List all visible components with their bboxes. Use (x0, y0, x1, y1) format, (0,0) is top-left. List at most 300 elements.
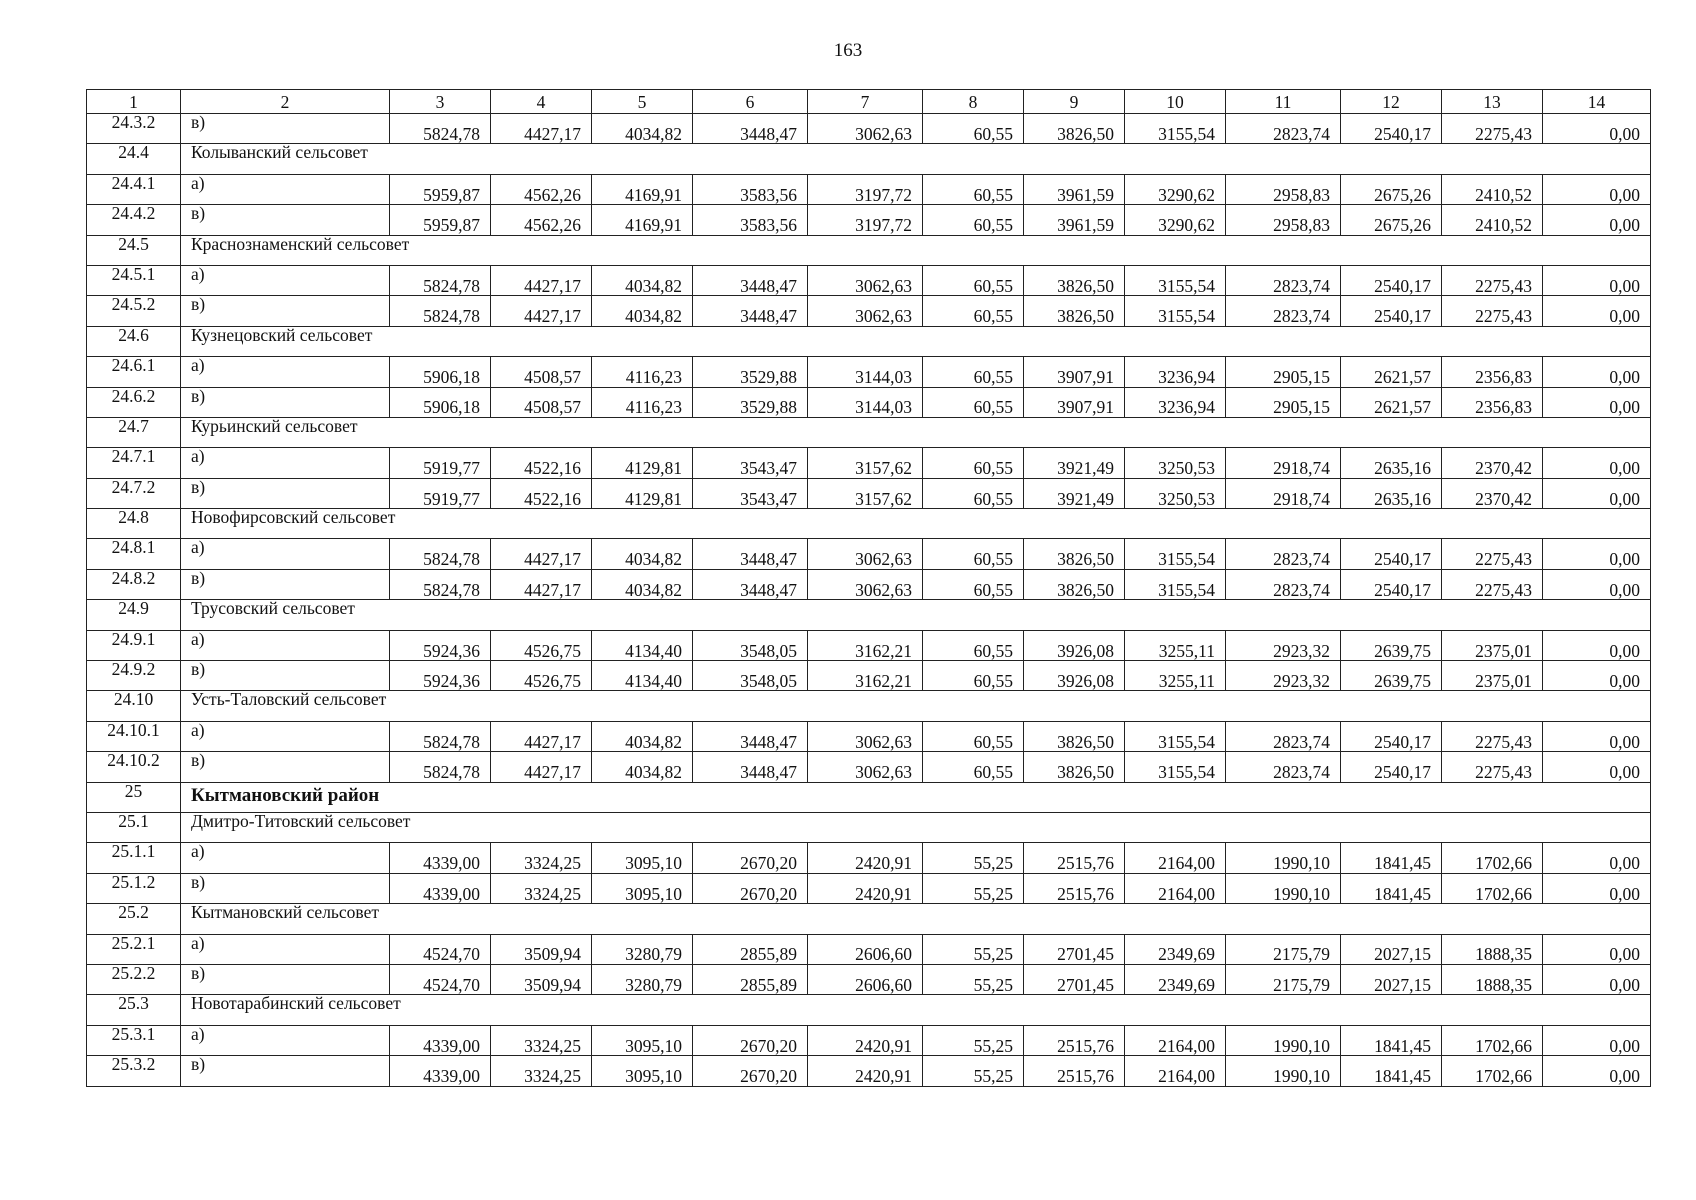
row-code: 24.4 (87, 144, 181, 174)
value-cell: 2420,91 (808, 1025, 923, 1055)
row-code: 24.9.1 (87, 630, 181, 660)
value-cell: 4508,57 (491, 357, 592, 387)
value-cell: 3062,63 (808, 539, 923, 569)
value-cell: 3543,47 (693, 478, 808, 508)
value-cell: 2540,17 (1341, 265, 1442, 295)
value-cell: 3543,47 (693, 448, 808, 478)
value-cell: 3157,62 (808, 448, 923, 478)
column-header: 7 (808, 90, 923, 114)
row-letter: в) (181, 114, 390, 144)
value-cell: 2164,00 (1125, 1056, 1226, 1086)
table-row (87, 387, 1651, 417)
value-cell: 3162,21 (808, 630, 923, 660)
table-row (87, 721, 1651, 751)
value-cell: 3155,54 (1125, 569, 1226, 599)
value-cell: 2420,91 (808, 873, 923, 903)
value-cell: 4339,00 (390, 843, 491, 873)
value-cell: 4526,75 (491, 661, 592, 691)
value-cell: 1841,45 (1341, 1056, 1442, 1086)
section-title: Дмитро-Титовский сельсовет (181, 812, 1651, 842)
value-cell: 2621,57 (1341, 357, 1442, 387)
row-code: 24.10 (87, 691, 181, 721)
row-code: 25.2 (87, 904, 181, 934)
value-cell: 3926,08 (1024, 630, 1125, 660)
row-letter: а) (181, 265, 390, 295)
value-cell: 2855,89 (693, 934, 808, 964)
column-header: 14 (1543, 90, 1651, 114)
value-cell: 3448,47 (693, 752, 808, 782)
table-row (87, 539, 1651, 569)
value-cell: 5919,77 (390, 448, 491, 478)
value-cell: 0,00 (1543, 357, 1651, 387)
tariff-table (86, 89, 1651, 1087)
section-title: Новофирсовский сельсовет (181, 509, 1651, 539)
value-cell: 5924,36 (390, 661, 491, 691)
value-cell: 3250,53 (1125, 478, 1226, 508)
column-header: 3 (390, 90, 491, 114)
row-letter: в) (181, 752, 390, 782)
value-cell: 60,55 (923, 448, 1024, 478)
value-cell: 3157,62 (808, 478, 923, 508)
value-cell: 60,55 (923, 752, 1024, 782)
value-cell: 3826,50 (1024, 265, 1125, 295)
row-letter: а) (181, 448, 390, 478)
value-cell: 2349,69 (1125, 934, 1226, 964)
value-cell: 2918,74 (1226, 478, 1341, 508)
value-cell: 3280,79 (592, 964, 693, 994)
table-row (87, 448, 1651, 478)
table-row (87, 357, 1651, 387)
value-cell: 2275,43 (1442, 721, 1543, 751)
table-row (87, 873, 1651, 903)
value-cell: 3290,62 (1125, 174, 1226, 204)
table-row (87, 205, 1651, 235)
section-row (87, 691, 1651, 721)
value-cell: 2275,43 (1442, 265, 1543, 295)
row-code: 24.8.2 (87, 569, 181, 599)
value-cell: 2670,20 (693, 843, 808, 873)
value-cell: 0,00 (1543, 296, 1651, 326)
value-cell: 3448,47 (693, 265, 808, 295)
value-cell: 4524,70 (390, 934, 491, 964)
value-cell: 60,55 (923, 265, 1024, 295)
value-cell: 4034,82 (592, 539, 693, 569)
section-title: Трусовский сельсовет (181, 600, 1651, 630)
value-cell: 2515,76 (1024, 1056, 1125, 1086)
value-cell: 3255,11 (1125, 661, 1226, 691)
value-cell: 2540,17 (1341, 569, 1442, 599)
value-cell: 3448,47 (693, 569, 808, 599)
district-title: Кытмановский район (181, 782, 1651, 812)
value-cell: 5824,78 (390, 539, 491, 569)
value-cell: 60,55 (923, 569, 1024, 599)
row-code: 25.1.1 (87, 843, 181, 873)
value-cell: 60,55 (923, 661, 1024, 691)
value-cell: 3250,53 (1125, 448, 1226, 478)
value-cell: 4339,00 (390, 1025, 491, 1055)
value-cell: 4034,82 (592, 265, 693, 295)
section-title: Колыванский сельсовет (181, 144, 1651, 174)
row-code: 24.6.2 (87, 387, 181, 417)
value-cell: 5924,36 (390, 630, 491, 660)
value-cell: 0,00 (1543, 752, 1651, 782)
value-cell: 2823,74 (1226, 539, 1341, 569)
section-title: Кытмановский сельсовет (181, 904, 1651, 934)
value-cell: 3062,63 (808, 296, 923, 326)
value-cell: 2275,43 (1442, 539, 1543, 569)
value-cell: 0,00 (1543, 873, 1651, 903)
value-cell: 3162,21 (808, 661, 923, 691)
value-cell: 4169,91 (592, 174, 693, 204)
value-cell: 0,00 (1543, 539, 1651, 569)
value-cell: 2540,17 (1341, 752, 1442, 782)
row-letter: в) (181, 296, 390, 326)
value-cell: 3324,25 (491, 843, 592, 873)
value-cell: 2823,74 (1226, 114, 1341, 144)
value-cell: 4427,17 (491, 721, 592, 751)
row-letter: а) (181, 539, 390, 569)
value-cell: 2855,89 (693, 964, 808, 994)
value-cell: 60,55 (923, 357, 1024, 387)
value-cell: 3197,72 (808, 174, 923, 204)
value-cell: 60,55 (923, 205, 1024, 235)
value-cell: 4339,00 (390, 873, 491, 903)
column-header: 9 (1024, 90, 1125, 114)
value-cell: 2823,74 (1226, 296, 1341, 326)
value-cell: 5959,87 (390, 205, 491, 235)
table-row (87, 934, 1651, 964)
row-letter: а) (181, 843, 390, 873)
value-cell: 55,25 (923, 843, 1024, 873)
row-code: 24.5.1 (87, 265, 181, 295)
value-cell: 4522,16 (491, 478, 592, 508)
column-header: 1 (87, 90, 181, 114)
value-cell: 1841,45 (1341, 873, 1442, 903)
section-row (87, 509, 1651, 539)
value-cell: 3921,49 (1024, 448, 1125, 478)
value-cell: 3583,56 (693, 174, 808, 204)
row-letter: а) (181, 174, 390, 204)
row-code: 24.4.1 (87, 174, 181, 204)
value-cell: 0,00 (1543, 843, 1651, 873)
value-cell: 4034,82 (592, 721, 693, 751)
section-row (87, 417, 1651, 447)
value-cell: 0,00 (1543, 661, 1651, 691)
value-cell: 1702,66 (1442, 1025, 1543, 1055)
table-row (87, 478, 1651, 508)
value-cell: 2905,15 (1226, 357, 1341, 387)
value-cell: 3155,54 (1125, 752, 1226, 782)
value-cell: 1990,10 (1226, 873, 1341, 903)
section-row (87, 144, 1651, 174)
value-cell: 2639,75 (1341, 661, 1442, 691)
value-cell: 2275,43 (1442, 296, 1543, 326)
value-cell: 5824,78 (390, 752, 491, 782)
row-code: 25.3 (87, 995, 181, 1025)
value-cell: 2958,83 (1226, 174, 1341, 204)
value-cell: 3448,47 (693, 114, 808, 144)
row-code: 24.5.2 (87, 296, 181, 326)
value-cell: 0,00 (1543, 630, 1651, 660)
row-letter: а) (181, 357, 390, 387)
column-header: 11 (1226, 90, 1341, 114)
value-cell: 3324,25 (491, 1025, 592, 1055)
value-cell: 4129,81 (592, 448, 693, 478)
value-cell: 2670,20 (693, 1056, 808, 1086)
row-code: 24.6 (87, 326, 181, 356)
value-cell: 2420,91 (808, 1056, 923, 1086)
value-cell: 2375,01 (1442, 630, 1543, 660)
value-cell: 3961,59 (1024, 205, 1125, 235)
value-cell: 1841,45 (1341, 1025, 1442, 1055)
value-cell: 3826,50 (1024, 539, 1125, 569)
value-cell: 2356,83 (1442, 387, 1543, 417)
value-cell: 2370,42 (1442, 478, 1543, 508)
value-cell: 2606,60 (808, 934, 923, 964)
value-cell: 4129,81 (592, 478, 693, 508)
row-code: 24.7.2 (87, 478, 181, 508)
value-cell: 0,00 (1543, 387, 1651, 417)
column-header: 12 (1341, 90, 1442, 114)
value-cell: 1888,35 (1442, 934, 1543, 964)
value-cell: 3448,47 (693, 296, 808, 326)
value-cell: 2958,83 (1226, 205, 1341, 235)
table-row (87, 661, 1651, 691)
value-cell: 0,00 (1543, 934, 1651, 964)
value-cell: 2027,15 (1341, 964, 1442, 994)
table-row (87, 569, 1651, 599)
value-cell: 4508,57 (491, 387, 592, 417)
value-cell: 3236,94 (1125, 357, 1226, 387)
value-cell: 1990,10 (1226, 1025, 1341, 1055)
value-cell: 55,25 (923, 1056, 1024, 1086)
value-cell: 4427,17 (491, 539, 592, 569)
value-cell: 3095,10 (592, 873, 693, 903)
value-cell: 2823,74 (1226, 721, 1341, 751)
district-row (87, 782, 1651, 812)
value-cell: 3926,08 (1024, 661, 1125, 691)
value-cell: 4524,70 (390, 964, 491, 994)
value-cell: 55,25 (923, 934, 1024, 964)
value-cell: 3529,88 (693, 357, 808, 387)
value-cell: 3062,63 (808, 114, 923, 144)
value-cell: 4427,17 (491, 752, 592, 782)
value-cell: 5824,78 (390, 569, 491, 599)
column-header: 6 (693, 90, 808, 114)
value-cell: 1841,45 (1341, 843, 1442, 873)
value-cell: 4034,82 (592, 752, 693, 782)
value-cell: 3324,25 (491, 873, 592, 903)
row-code: 24.9 (87, 600, 181, 630)
value-cell: 2370,42 (1442, 448, 1543, 478)
value-cell: 2923,32 (1226, 630, 1341, 660)
value-cell: 2670,20 (693, 1025, 808, 1055)
table-row (87, 964, 1651, 994)
value-cell: 3095,10 (592, 1056, 693, 1086)
section-row (87, 326, 1651, 356)
value-cell: 2410,52 (1442, 205, 1543, 235)
value-cell: 2515,76 (1024, 873, 1125, 903)
value-cell: 4034,82 (592, 569, 693, 599)
section-row (87, 600, 1651, 630)
value-cell: 1990,10 (1226, 843, 1341, 873)
value-cell: 1702,66 (1442, 1056, 1543, 1086)
value-cell: 3583,56 (693, 205, 808, 235)
row-letter: в) (181, 205, 390, 235)
value-cell: 0,00 (1543, 478, 1651, 508)
value-cell: 3155,54 (1125, 539, 1226, 569)
value-cell: 5824,78 (390, 114, 491, 144)
value-cell: 2164,00 (1125, 873, 1226, 903)
value-cell: 3907,91 (1024, 387, 1125, 417)
value-cell: 4522,16 (491, 448, 592, 478)
value-cell: 2540,17 (1341, 296, 1442, 326)
value-cell: 55,25 (923, 873, 1024, 903)
row-letter: в) (181, 964, 390, 994)
value-cell: 4134,40 (592, 661, 693, 691)
page-number: 163 (833, 40, 863, 61)
column-header: 5 (592, 90, 693, 114)
value-cell: 5906,18 (390, 357, 491, 387)
value-cell: 60,55 (923, 539, 1024, 569)
row-letter: в) (181, 387, 390, 417)
value-cell: 2175,79 (1226, 964, 1341, 994)
value-cell: 3509,94 (491, 964, 592, 994)
value-cell: 2823,74 (1226, 569, 1341, 599)
section-row (87, 995, 1651, 1025)
value-cell: 1702,66 (1442, 843, 1543, 873)
value-cell: 3197,72 (808, 205, 923, 235)
value-cell: 4562,26 (491, 205, 592, 235)
row-letter: а) (181, 934, 390, 964)
value-cell: 2375,01 (1442, 661, 1543, 691)
row-code: 25.3.2 (87, 1056, 181, 1086)
value-cell: 4526,75 (491, 630, 592, 660)
row-code: 24.6.1 (87, 357, 181, 387)
value-cell: 4169,91 (592, 205, 693, 235)
table-row (87, 1056, 1651, 1086)
value-cell: 60,55 (923, 114, 1024, 144)
value-cell: 1990,10 (1226, 1056, 1341, 1086)
value-cell: 3062,63 (808, 265, 923, 295)
value-cell: 5906,18 (390, 387, 491, 417)
row-code: 24.7 (87, 417, 181, 447)
row-code: 25.3.1 (87, 1025, 181, 1055)
value-cell: 5824,78 (390, 265, 491, 295)
row-code: 24.5 (87, 235, 181, 265)
value-cell: 3144,03 (808, 357, 923, 387)
value-cell: 3529,88 (693, 387, 808, 417)
value-cell: 4562,26 (491, 174, 592, 204)
value-cell: 5959,87 (390, 174, 491, 204)
row-code: 24.8.1 (87, 539, 181, 569)
value-cell: 4427,17 (491, 569, 592, 599)
row-code: 24.8 (87, 509, 181, 539)
table-row (87, 296, 1651, 326)
row-letter: в) (181, 873, 390, 903)
value-cell: 5824,78 (390, 721, 491, 751)
row-code: 24.10.1 (87, 721, 181, 751)
value-cell: 3155,54 (1125, 114, 1226, 144)
row-code: 24.10.2 (87, 752, 181, 782)
value-cell: 4034,82 (592, 296, 693, 326)
table-row (87, 265, 1651, 295)
row-code: 24.9.2 (87, 661, 181, 691)
table-row (87, 630, 1651, 660)
value-cell: 0,00 (1543, 1025, 1651, 1055)
value-cell: 60,55 (923, 296, 1024, 326)
value-cell: 3236,94 (1125, 387, 1226, 417)
value-cell: 3155,54 (1125, 265, 1226, 295)
value-cell: 3062,63 (808, 752, 923, 782)
value-cell: 3448,47 (693, 539, 808, 569)
value-cell: 1888,35 (1442, 964, 1543, 994)
value-cell: 3324,25 (491, 1056, 592, 1086)
value-cell: 2420,91 (808, 843, 923, 873)
value-cell: 3509,94 (491, 934, 592, 964)
column-header: 13 (1442, 90, 1543, 114)
value-cell: 2670,20 (693, 873, 808, 903)
value-cell: 0,00 (1543, 964, 1651, 994)
row-letter: в) (181, 478, 390, 508)
value-cell: 2027,15 (1341, 934, 1442, 964)
value-cell: 60,55 (923, 387, 1024, 417)
value-cell: 2701,45 (1024, 964, 1125, 994)
row-letter: а) (181, 721, 390, 751)
value-cell: 0,00 (1543, 448, 1651, 478)
section-title: Усть-Таловский сельсовет (181, 691, 1651, 721)
value-cell: 0,00 (1543, 174, 1651, 204)
value-cell: 2701,45 (1024, 934, 1125, 964)
section-row (87, 812, 1651, 842)
value-cell: 4116,23 (592, 387, 693, 417)
value-cell: 4427,17 (491, 114, 592, 144)
value-cell: 60,55 (923, 721, 1024, 751)
value-cell: 2164,00 (1125, 843, 1226, 873)
table-row (87, 843, 1651, 873)
value-cell: 2515,76 (1024, 843, 1125, 873)
value-cell: 3826,50 (1024, 114, 1125, 144)
value-cell: 3448,47 (693, 721, 808, 751)
column-header: 8 (923, 90, 1024, 114)
value-cell: 2823,74 (1226, 752, 1341, 782)
section-title: Кузнецовский сельсовет (181, 326, 1651, 356)
row-letter: в) (181, 569, 390, 599)
value-cell: 2349,69 (1125, 964, 1226, 994)
value-cell: 0,00 (1543, 721, 1651, 751)
table-row (87, 1025, 1651, 1055)
value-cell: 2606,60 (808, 964, 923, 994)
value-cell: 2410,52 (1442, 174, 1543, 204)
table-body (87, 114, 1651, 1087)
row-code: 25.1.2 (87, 873, 181, 903)
value-cell: 2275,43 (1442, 114, 1543, 144)
value-cell: 2515,76 (1024, 1025, 1125, 1055)
value-cell: 2923,32 (1226, 661, 1341, 691)
column-header: 2 (181, 90, 390, 114)
section-row (87, 235, 1651, 265)
value-cell: 0,00 (1543, 205, 1651, 235)
row-letter: в) (181, 661, 390, 691)
value-cell: 3826,50 (1024, 296, 1125, 326)
table-row (87, 114, 1651, 144)
value-cell: 3826,50 (1024, 569, 1125, 599)
row-code: 24.7.1 (87, 448, 181, 478)
value-cell: 3062,63 (808, 721, 923, 751)
value-cell: 2540,17 (1341, 721, 1442, 751)
value-cell: 3961,59 (1024, 174, 1125, 204)
value-cell: 2639,75 (1341, 630, 1442, 660)
